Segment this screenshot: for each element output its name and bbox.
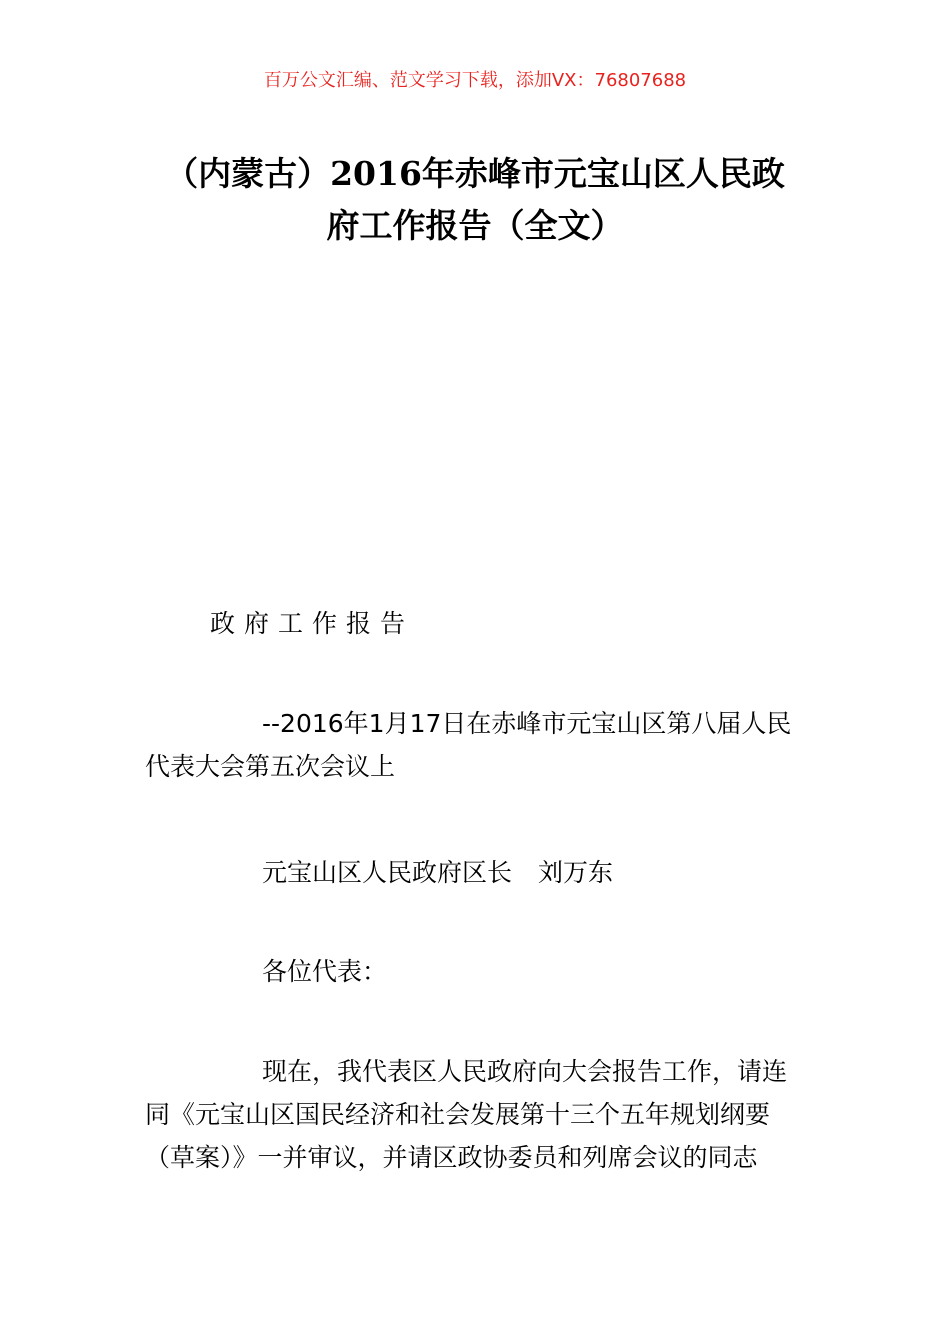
body-paragraph: 现在，我代表区人民政府向大会报告工作，请连同《元宝山区国民经济和社会发展第十三个五年规划纲要（草案）》一并审议，并请区政协委员和列席会议的同志 (145, 1057, 788, 1172)
speaker-name: 刘万东 (538, 858, 614, 887)
document-title-line-1: （内蒙古）2016年赤峰市元宝山区人民政 (165, 154, 785, 193)
document-title (140, 148, 810, 252)
document-title-line-2: 府工作报告（全文） (326, 206, 624, 245)
meeting-note: --2016年1月17日在赤峰市元宝山区第八届人民代表大会第五次会议上 (145, 709, 792, 781)
watermark-note: 百万公文汇编、范文学习下载，添加VX：76807688 (263, 70, 687, 91)
report-heading: 政府工作报告 (210, 609, 415, 638)
salutation: 各位代表： (262, 957, 388, 986)
speaker-title: 元宝山区人民政府区长 (262, 858, 513, 887)
speaker-line (145, 851, 807, 894)
